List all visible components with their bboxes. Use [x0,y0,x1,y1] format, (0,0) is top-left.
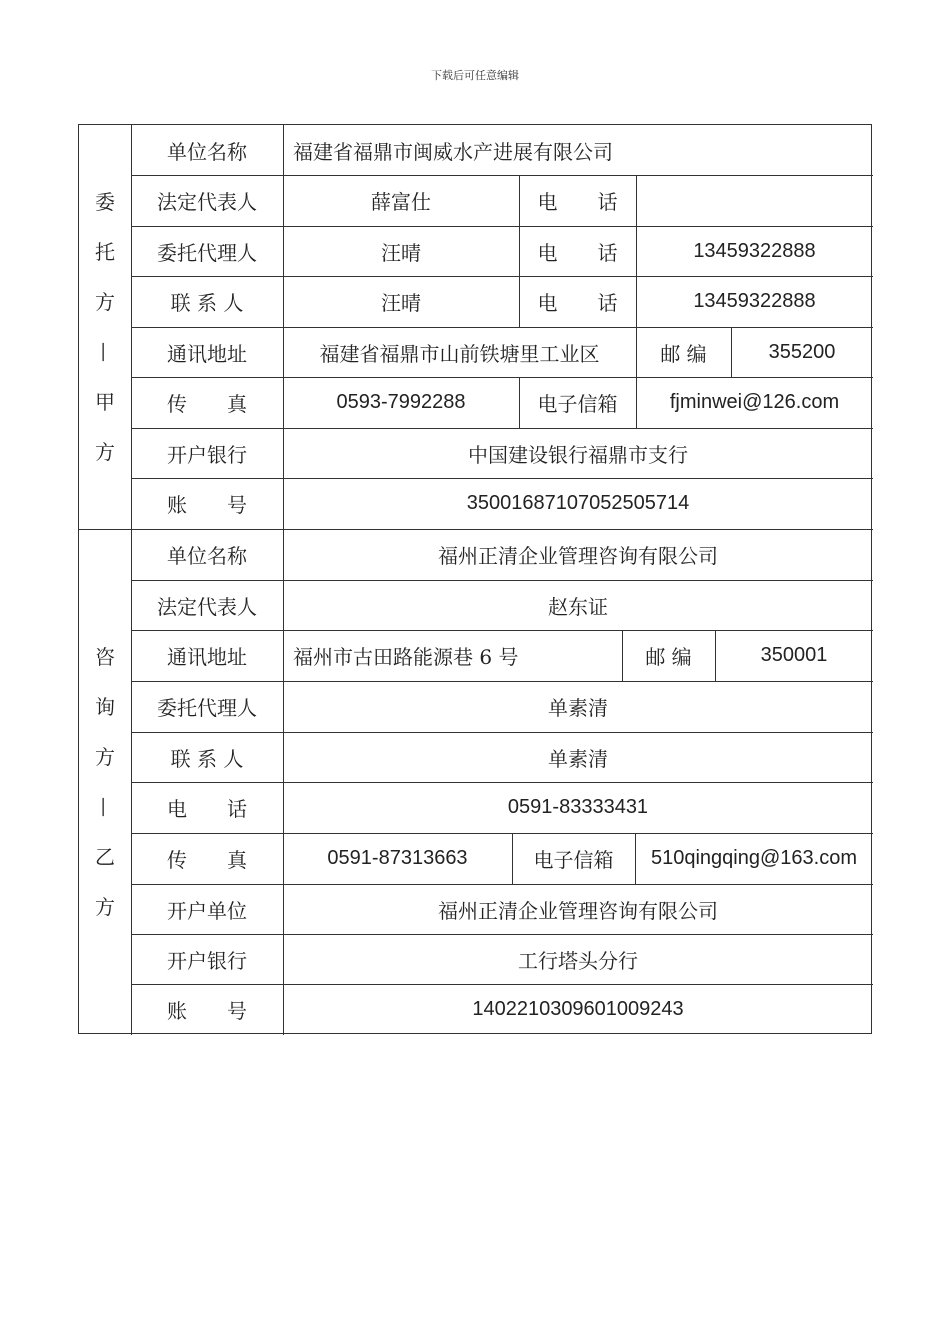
label-account: 账 号 [167,493,247,517]
party-b-address: 福州市古田路能源巷 6 号 [293,645,519,669]
label-fax: 传 真 [167,848,247,872]
party-b-bank: 工行塔头分行 [518,948,638,973]
party-b-email: 510qingqing@163.com [650,847,857,869]
label-account: 账 号 [167,999,247,1023]
label-contact: 联 系 人 [170,746,244,771]
party-a-address: 福建省福鼎市山前铁塘里工业区 [319,341,600,366]
label-phone: 电 话 [537,190,618,214]
label-address: 通讯地址 [167,645,247,669]
party-b-contact: 单素清 [548,746,608,771]
party-a-contact-phone: 13459322888 [693,290,816,312]
label-agent: 委托代理人 [157,696,257,720]
label-account-unit: 开户单位 [167,898,247,923]
party-b-fax: 0591-87313663 [327,847,468,869]
label-phone: 电 话 [167,797,247,821]
party-b-legal-rep: 赵东证 [548,594,608,619]
party-a-contact: 汪晴 [381,291,421,315]
label-unit-name: 单位名称 [167,544,247,568]
party-b-account-unit: 福州正清企业管理咨询有限公司 [438,900,718,923]
party-b-vertical-label: 咨 询 方 — 乙 方 [93,645,117,919]
party-a-vertical-label: 委 托 方 — 甲 方 [93,190,117,464]
label-unit-name: 单位名称 [167,139,247,164]
label-postcode: 邮 编 [645,645,692,669]
party-a-fax: 0593-7992288 [336,391,466,413]
party-b-agent: 单素清 [548,696,608,720]
party-a-legal-rep-phone [636,175,873,226]
label-contact: 联 系 人 [170,291,244,315]
label-legal-rep: 法定代表人 [157,594,257,619]
party-a-account: 35001687107052505714 [466,492,690,514]
label-bank: 开户银行 [167,948,247,973]
label-agent: 委托代理人 [157,240,257,265]
party-a-agent-phone: 13459322888 [693,239,816,262]
party-a-agent: 汪晴 [381,240,421,265]
party-a-postcode: 355200 [768,340,836,363]
label-fax: 传 真 [167,392,247,416]
label-email: 电子信箱 [533,848,614,872]
label-phone: 电 话 [537,240,618,265]
label-phone: 电 话 [537,291,618,315]
label-address: 通讯地址 [167,341,247,366]
label-bank: 开户银行 [167,442,247,467]
contract-party-table [78,124,872,1034]
party-a-bank: 中国建设银行福鼎市支行 [468,442,688,467]
party-b-postcode: 350001 [760,644,828,666]
party-a-email: fjminwei@126.com [669,391,840,413]
label-postcode: 邮 编 [660,341,707,366]
label-email: 电子信箱 [537,392,618,416]
party-a-unit-name: 福建省福鼎市闽威水产进展有限公司 [293,141,613,164]
party-b-phone: 0591-83333431 [507,796,649,818]
party-a-legal-rep: 薛富仕 [371,190,431,214]
party-b-account: 1402210309601009243 [472,998,684,1020]
party-b-unit-name: 福州正清企业管理咨询有限公司 [438,546,718,568]
page-header: 下载后可任意编辑 [431,69,519,82]
label-legal-rep: 法定代表人 [157,190,257,214]
